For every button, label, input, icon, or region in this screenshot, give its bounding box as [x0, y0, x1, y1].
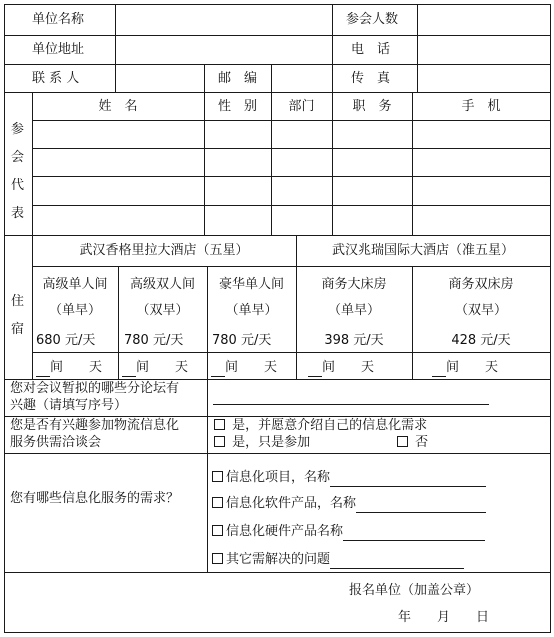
room-price: 398 元/天 [324, 333, 384, 348]
rule [32, 148, 550, 149]
rule [32, 176, 550, 177]
seal-label: 报名单位（加盖公章） [349, 583, 480, 598]
needs-question: 您有哪些信息化服务的需求？ [10, 491, 180, 506]
matchmaking-option-yes-attend[interactable]: 是，只是参加 [214, 435, 310, 451]
rule [332, 4, 333, 64]
matchmaking-question: 服务供需洽谈会 [10, 435, 102, 450]
checkbox[interactable] [212, 497, 223, 508]
forum-question: 兴趣（请填写序号） [10, 398, 128, 413]
room-booking[interactable]: 间 天 [36, 360, 102, 377]
rule [115, 64, 116, 92]
room-booking[interactable]: 间 天 [211, 360, 277, 377]
room-name: 商务双床房 [448, 277, 514, 292]
room-booking[interactable]: 间 天 [122, 360, 188, 377]
fax-label: 传 真 [351, 71, 391, 86]
rule [207, 453, 208, 572]
column-mobile: 手 机 [461, 99, 501, 114]
answer-line[interactable] [343, 524, 485, 541]
rule [332, 64, 333, 92]
answer-line[interactable] [330, 552, 464, 569]
rule [207, 379, 208, 453]
lodging-side-char: 住 [11, 294, 25, 309]
checkbox[interactable] [214, 436, 225, 447]
room-name: 商务大床房 [321, 277, 387, 292]
room-price: 780 元/天 [212, 333, 272, 348]
rule [32, 120, 550, 121]
participants-side-char: 会 [11, 150, 25, 165]
room-breakfast: （双早） [136, 303, 189, 318]
rule [4, 379, 550, 380]
rule [32, 352, 550, 353]
rule [417, 64, 418, 92]
room-booking[interactable]: 间 天 [308, 360, 374, 377]
rule [32, 266, 550, 267]
room-booking[interactable]: 间 天 [432, 360, 498, 377]
contact-label: 联 系 人 [32, 71, 80, 86]
postcode-label: 邮 编 [218, 71, 258, 86]
participants-side-char: 代 [11, 178, 25, 193]
rule [4, 453, 550, 454]
checkbox[interactable] [214, 419, 225, 430]
need-option-hardware[interactable]: 信息化硬件产品名称 [212, 524, 485, 541]
need-option-other[interactable]: 其它需解决的问题 [212, 552, 464, 569]
room-breakfast: （单早） [48, 303, 101, 318]
rule [4, 4, 5, 633]
column-department: 部门 [288, 99, 315, 114]
need-option-project[interactable]: 信息化项目，名称 [212, 470, 486, 487]
date-label: 年 月 日 [398, 610, 490, 625]
column-position: 职 务 [352, 99, 392, 114]
checkbox[interactable] [397, 436, 408, 447]
hotel-shangri-la: 武汉香格里拉大酒店（五星） [79, 243, 249, 258]
need-option-software[interactable]: 信息化软件产品，名称 [212, 496, 486, 513]
rule [4, 35, 550, 36]
matchmaking-question: 您是否有兴趣参加物流信息化 [10, 418, 180, 433]
rule [4, 64, 550, 65]
hotel-zhaorui: 武汉兆瑞国际大酒店（准五星） [331, 243, 514, 258]
forum-question: 您对会议暂拟的哪些分论坛有 [10, 381, 180, 396]
rule [271, 64, 272, 92]
room-breakfast: （单早） [225, 303, 278, 318]
rule [4, 4, 550, 5]
rule [4, 235, 550, 236]
answer-line[interactable] [330, 470, 486, 487]
checkbox[interactable] [212, 525, 223, 536]
room-price: 428 元/天 [451, 333, 511, 348]
rule [417, 4, 418, 64]
unit-name-label: 单位名称 [32, 12, 85, 27]
address-label: 单位地址 [32, 42, 85, 57]
rule [4, 632, 550, 633]
room-price: 680 元/天 [36, 333, 96, 348]
matchmaking-option-yes-share[interactable]: 是，并愿意介绍自己的信息化需求 [214, 418, 427, 434]
room-name: 高级双人间 [129, 277, 195, 292]
room-breakfast: （单早） [327, 303, 380, 318]
rule [32, 205, 550, 206]
room-name: 豪华单人间 [218, 277, 284, 292]
rule [204, 64, 205, 92]
participants-side-char: 参 [11, 122, 25, 137]
rule [32, 92, 33, 379]
matchmaking-option-no[interactable]: 否 [397, 435, 428, 451]
rule [115, 4, 116, 64]
checkbox[interactable] [212, 553, 223, 564]
attendees-label: 参会人数 [346, 12, 399, 27]
room-breakfast: （双早） [454, 303, 507, 318]
rule [4, 572, 550, 573]
room-name: 高级单人间 [42, 277, 108, 292]
participants-side-char: 表 [11, 206, 25, 221]
room-price: 780 元/天 [124, 333, 184, 348]
phone-label: 电 话 [351, 42, 391, 57]
rule [4, 92, 550, 93]
rule [4, 416, 550, 417]
lodging-side-char: 宿 [11, 322, 25, 337]
column-name: 姓 名 [98, 99, 138, 114]
answer-line[interactable] [356, 496, 486, 513]
forum-answer-line[interactable] [213, 404, 489, 405]
rule [550, 4, 551, 633]
column-gender: 性 别 [217, 99, 257, 114]
checkbox[interactable] [212, 471, 223, 482]
